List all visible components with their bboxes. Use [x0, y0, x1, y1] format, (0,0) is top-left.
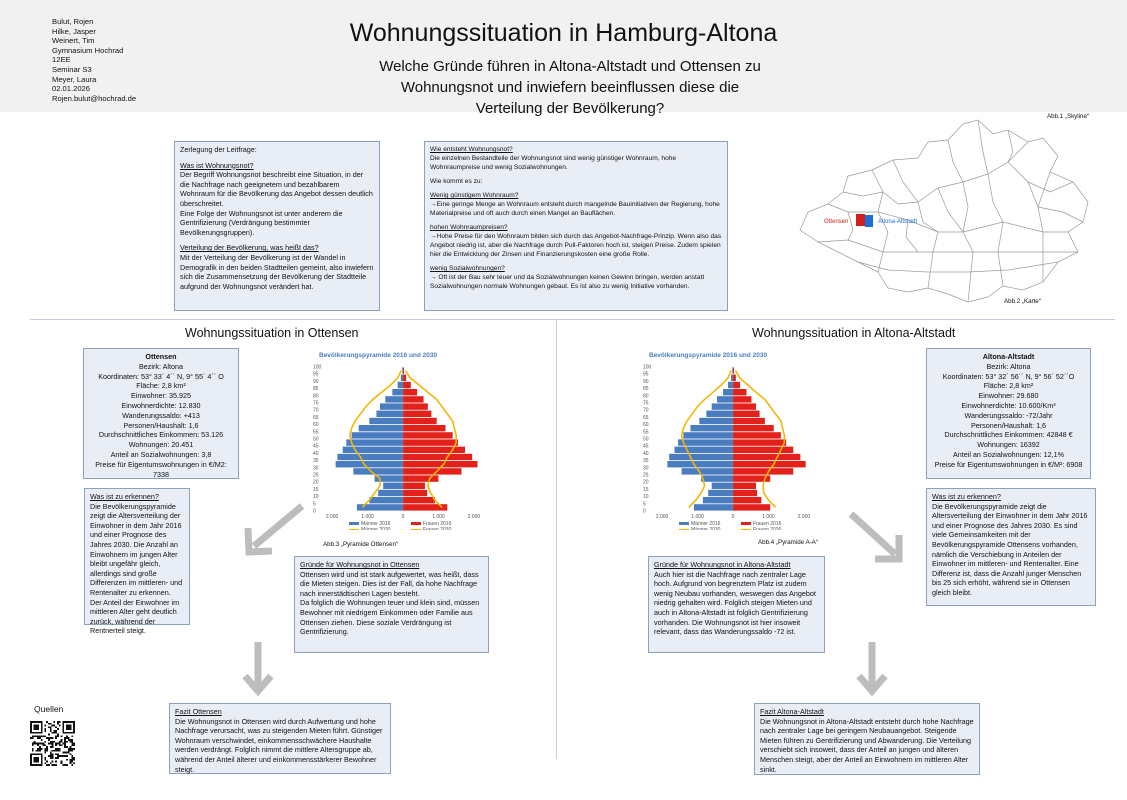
author-line: Seminar S3 [52, 64, 92, 74]
leitfrage-question-1: Was ist Wohnungsnot? [180, 160, 254, 170]
ottensen-stats-box [83, 348, 239, 479]
bar-maenner-2016 [675, 447, 734, 453]
legend-swatch [349, 522, 359, 525]
bar-frauen-2016 [733, 367, 734, 373]
age-tick-label: 100 [313, 364, 322, 371]
legend-label: Männer 2016 [691, 521, 721, 527]
stats-line: Wanderungssaldo: -72/Jahr [964, 410, 1053, 420]
arrow-icon [847, 510, 907, 566]
bar-maenner-2016 [401, 375, 403, 381]
leitfrage-box [174, 141, 380, 311]
age-tick-label: 55 [643, 429, 649, 436]
subtitle-line: Verteilung der Bevölkerung? [475, 100, 665, 117]
bar-frauen-2016 [403, 411, 431, 417]
bar-maenner-2016 [359, 425, 403, 431]
author-line: Bulut, Rojen [52, 17, 94, 26]
bar-maenner-2016 [385, 396, 403, 402]
legend-swatch [741, 522, 751, 525]
author-line: Gymnasium Hochrad [52, 45, 124, 55]
age-tick-label: 70 [313, 407, 319, 414]
x-tick-label: 2.000 [655, 514, 669, 520]
age-tick-label: 20 [643, 479, 649, 486]
age-tick-label: 10 [643, 494, 649, 501]
bar-maenner-2016 [690, 425, 733, 431]
fig2-caption: Abb.2 „Karte“ [1004, 298, 1041, 305]
entstehung-text-3: → Oft ist der Bau sehr teuer und da Sozialwohnungen keinen Gewinn bringen, werden anstatt Sozialwohnungen normale Wohnungen gebaut. Es ist also zu wenig Initiative vorhanden. [430, 274, 705, 290]
ottensen-erkennen-text: Die Bevölkerungspyramide zeigt die Altersverteilung der Einwohner in dem Jahr 2016 und einer Prognose des Jahres 2030. Die Anzahl an Einwohnern im jungen Alter bleibt ungefähr gleich, allerdings sind große Differenzen im mittleren- und Rentenalter zu erkennen. Der Anteil der Einwohner im mittleren Alter geht deutlich zurück, während der Rentnerteil steigt. [90, 501, 183, 636]
bar-frauen-2016 [733, 483, 756, 489]
age-tick-label: 50 [643, 436, 649, 443]
legend-swatch [411, 522, 421, 525]
stats-line: Einwohnerdichte: 12.830 [121, 400, 201, 410]
ottensen-pyramid-chart [311, 345, 496, 530]
legend-label: Frauen 2016 [423, 521, 452, 527]
age-tick-label: 95 [313, 371, 319, 378]
entstehung-intro: Die einzelnen Bestandteile der Wohnungsnot sind wenig günstiger Wohnraum, hohe Wohnraumpreise und wenig Sozialwohnungen. [430, 155, 677, 171]
altstadt-gruende-text: Auch hier ist die Nachfrage nach zentraler Lage hoch. Aufgrund von begrenztem Platz ist zudem wenig Neubau vorhanden, weswegen das Angebot niedrig gehalten wird. Folglich steigen Mieten und auch in Altona-Altstadt ist folglich Gentrifizierung vorhanden. Die Wohnungsnot ist hier insoweit relevant, dass das Wanderungssaldo -72 ist. [654, 569, 816, 637]
stats-line: Preise für Eigentumswohnungen in €/M²: 6908 [934, 459, 1083, 469]
bar-frauen-2016 [733, 432, 781, 438]
x-tick-label: 1.000 [762, 514, 775, 520]
legend-swatch [679, 522, 689, 525]
entstehung-question: Wie entsteht Wohnungsnot? [430, 146, 513, 153]
bar-maenner-2016 [703, 497, 733, 503]
x-tick-label: 0 [731, 514, 735, 520]
legend-label: Frauen 2030 [753, 527, 782, 530]
entstehung-heading-3: wenig Sozialwohnungen? [430, 265, 505, 272]
entstehung-box [424, 141, 728, 311]
bar-maenner-2016 [380, 403, 403, 409]
bar-frauen-2016 [403, 475, 438, 481]
legend-label: Männer 2016 [361, 521, 391, 527]
arrow-icon [240, 502, 306, 558]
x-tick-label: 1.000 [361, 514, 374, 520]
bar-maenner-2016 [369, 497, 403, 503]
bar-maenner-2016 [682, 468, 733, 474]
stats-line: Anteil an Sozialwohnungen: 3,8 [110, 449, 212, 459]
author-line: Rojen.bulut@hochrad.de [52, 93, 137, 103]
age-tick-label: 30 [643, 465, 649, 472]
bar-maenner-2016 [728, 382, 733, 388]
author-line: 02.01.2026 [52, 84, 91, 94]
age-tick-label: 30 [313, 465, 319, 472]
pyramid-title: Bevölkerungspyramide 2016 und 2030 [319, 352, 438, 359]
age-tick-label: 40 [313, 450, 319, 457]
bar-frauen-2016 [403, 461, 477, 467]
ottensen-gruende-title: Gründe für Wohnungsnot in Ottensen [300, 560, 420, 569]
bar-frauen-2016 [403, 382, 411, 388]
age-tick-label: 80 [313, 393, 319, 400]
poster-title: Wohnungssituation in Hamburg-Altona [349, 19, 778, 47]
age-tick-label: 95 [643, 371, 649, 378]
bar-frauen-2016 [733, 461, 806, 467]
ottensen-gruende-box [294, 556, 489, 653]
map-altstadt-area [865, 215, 873, 227]
bar-maenner-2016 [369, 418, 403, 424]
bar-frauen-2016 [403, 447, 465, 453]
entstehung-text-1: →Eine geringe Menge an Wohnraum entsteht durch mangelnde Bauinitiativen der Regierung, hohe Materialpreise und oft auch durch einen Mangel an Bauflächen. [430, 201, 720, 217]
x-tick-label: 2.000 [325, 514, 339, 520]
bar-frauen-2016 [403, 454, 472, 460]
stats-line: Personen/Haushalt: 1,6 [970, 420, 1047, 430]
bar-maenner-2016 [352, 432, 403, 438]
author-line: Weinert, Tim [52, 36, 95, 46]
altstadt-fig-caption: Abb.4 „Pyramide A-A“ [758, 539, 818, 546]
bar-frauen-2016 [403, 396, 424, 402]
leitfrage-intro: Zerlegung der Leitfrage: [180, 145, 257, 154]
stats-line: Bezirk: Altona [986, 361, 1031, 371]
age-tick-label: 25 [643, 472, 649, 479]
bar-frauen-2016 [733, 468, 793, 474]
legend-label: Männer 2030 [691, 527, 721, 530]
bar-maenner-2016 [731, 375, 733, 381]
bar-frauen-2016 [403, 439, 458, 445]
bar-frauen-2016 [733, 375, 736, 381]
legend-label: Männer 2030 [361, 527, 391, 530]
entstehung-heading-2: hohen Wohnraumpreisen? [430, 224, 508, 231]
bar-frauen-2016 [403, 418, 437, 424]
bar-frauen-2016 [403, 403, 428, 409]
stats-line: Koordinaten: 53° 33´ 4´´ N, 9° 55´ 4´´ O [98, 371, 224, 381]
author-line: 12EE [52, 55, 71, 65]
bar-frauen-2016 [733, 439, 786, 445]
age-tick-label: 75 [643, 400, 649, 407]
bar-maenner-2016 [678, 439, 733, 445]
entstehung-text-2: →Hohe Preise für den Wohnraum bilden sich durch das Angebot-Nachfrage-Prinzip. Wenn also das Angebot niedrig ist, aber die Nachfrage durch Pull-Faktoren hoch ist, steigen Preise. Zudem spielen hier die Entwicklung der Zinsen und Finanzierungskosten eine große Rolle. [430, 233, 722, 258]
age-tick-label: 0 [643, 508, 646, 515]
age-tick-label: 0 [313, 508, 316, 515]
bar-frauen-2016 [733, 382, 740, 388]
ottensen-fazit-text: Die Wohnungsnot in Ottensen wird durch Aufwertung und hohe Nachfrage verursacht, was zu steigenden Mieten führt. Günstiger Wohnraum verschwindet, einkommensschwächere Haushalte werden verdrängt. Folglich nimmt die mittlere Altersgruppe ab, während der Anteil älterer und einkommensstärkerer Bewohner steigt. [175, 716, 383, 774]
stats-line: Bezirk: Altona [139, 361, 183, 371]
legend-label: Frauen 2016 [753, 521, 782, 527]
bar-maenner-2016 [376, 411, 403, 417]
age-tick-label: 40 [643, 450, 649, 457]
bar-maenner-2016 [383, 483, 403, 489]
altstadt-stats-box [926, 348, 1091, 479]
age-tick-label: 65 [313, 414, 319, 421]
bar-frauen-2016 [733, 454, 800, 460]
ottensen-erkennen-title: Was ist zu erkennen? [90, 492, 159, 501]
age-tick-label: 15 [313, 486, 319, 493]
age-tick-label: 35 [313, 458, 319, 465]
vertical-divider [556, 319, 557, 759]
qr-code-icon[interactable] [30, 721, 75, 766]
entstehung-heading-1: Wenig günstigem Wohnraum? [430, 192, 519, 199]
stats-line: Einwohner: 29.680 [978, 391, 1039, 401]
bar-frauen-2016 [733, 389, 746, 395]
fig1-caption: Abb.1 „Skyline“ [1047, 113, 1089, 120]
stats-line: Personen/Haushalt: 1,6 [123, 420, 199, 430]
age-tick-label: 20 [313, 479, 319, 486]
bar-frauen-2016 [403, 389, 417, 395]
bar-maenner-2016 [712, 483, 733, 489]
altstadt-section-title: Wohnungssituation in Altona-Altstadt [752, 326, 956, 340]
bar-maenner-2016 [723, 389, 733, 395]
bar-maenner-2016 [392, 389, 403, 395]
bar-maenner-2016 [694, 504, 733, 510]
bar-maenner-2016 [337, 454, 403, 460]
stats-line: Preise für Eigentumswohnungen in €/M2: 7338 [95, 459, 227, 479]
ottensen-gruende-text: Ottensen wird und ist stark aufgewertet, was heißt, dass die Mieten steigen. Dies ist der Fall, da hohe Nachfrage nach innerstädtischen Lagen besteht. [300, 569, 479, 598]
stats-heading: Altona-Altstadt [982, 352, 1035, 361]
author-line: Hilke, Jasper [52, 26, 96, 36]
bar-frauen-2016 [403, 375, 406, 381]
age-tick-label: 5 [643, 501, 646, 508]
research-question [300, 56, 840, 119]
age-tick-label: 35 [643, 458, 649, 465]
stats-line: Fläche: 2,8 km² [136, 381, 186, 391]
ottensen-section-title: Wohnungssituation in Ottensen [185, 326, 359, 340]
stats-line: Durchschnittliches Einkommen: 53.126 [98, 430, 224, 440]
age-tick-label: 80 [643, 393, 649, 400]
bar-frauen-2016 [403, 483, 425, 489]
map-label-ottensen: Ottensen [824, 219, 849, 225]
bar-frauen-2016 [403, 497, 435, 503]
bar-frauen-2016 [403, 490, 427, 496]
age-tick-label: 75 [313, 400, 319, 407]
age-tick-label: 45 [313, 443, 319, 450]
bar-maenner-2016 [336, 461, 403, 467]
stats-line: Fläche: 2,8 km² [983, 381, 1034, 391]
ottensen-fazit-title: Fazit Ottensen [175, 707, 222, 716]
altstadt-fazit-box [754, 703, 980, 775]
bar-frauen-2016 [733, 411, 760, 417]
bar-frauen-2016 [733, 425, 774, 431]
altstadt-erkennen-title: Was ist zu erkennen? [932, 492, 1001, 501]
altstadt-erkennen-box [926, 488, 1096, 606]
bar-frauen-2016 [733, 396, 751, 402]
x-tick-label: 1.000 [691, 514, 704, 520]
pyramid-title: Bevölkerungspyramide 2016 und 2030 [649, 352, 768, 359]
stats-line: Einwohner: 35.925 [131, 391, 191, 401]
bar-frauen-2016 [733, 447, 793, 453]
altstadt-gruende-box [648, 556, 825, 653]
bar-frauen-2016 [403, 432, 453, 438]
ottensen-gruende-text-2: Da folglich die Wohnungen teuer und klein sind, müssen Bewohner mit niedrigem Einkommen oder Familie aus Ottensen ziehen. Diese soziale Verdrängung ist Gentrifizierung. [300, 598, 480, 637]
bar-maenner-2016 [667, 461, 733, 467]
bar-maenner-2016 [717, 396, 733, 402]
bar-maenner-2016 [708, 490, 733, 496]
author-line: Meyer, Laura [52, 74, 97, 84]
age-tick-label: 100 [643, 364, 652, 371]
ottensen-fig-caption: Abb.3 „Pyramide Ottensen“ [323, 541, 398, 548]
altstadt-pyramid-chart [641, 345, 826, 530]
quellen-label: Quellen [34, 704, 64, 714]
altstadt-fazit-text: Die Wohnungsnot in Altona-Altstadt entsteht durch hohe Nachfrage nach zentraler Lage bei geringem Neubauangebot. Steigende Mieten führen zu Gentrifizierung und Abwanderung. Die Verteilung verschiebt sich insoweit, dass der Anteil an jungen und älteren Menschen steigt, aber der Anteil an Einwohnern im mittleren Alter sinkt. [760, 716, 974, 774]
stats-line: Koordinaten: 53° 32´ 56´´ N, 9° 56´ 52´´O [942, 371, 1075, 381]
bar-maenner-2016 [398, 382, 403, 388]
age-tick-label: 85 [313, 386, 319, 393]
bar-frauen-2016 [403, 425, 446, 431]
map-ottensen-area [856, 214, 865, 226]
stats-line: Durchschnittliches Einkommen: 42848 € [944, 430, 1073, 440]
entstehung-lead: Wie kommt es zu: [430, 178, 483, 185]
bar-frauen-2016 [733, 497, 761, 503]
age-tick-label: 60 [313, 422, 319, 429]
stats-heading: Ottensen [145, 352, 177, 361]
bar-maenner-2016 [712, 403, 733, 409]
age-tick-label: 50 [313, 436, 319, 443]
bar-maenner-2016 [378, 490, 403, 496]
subtitle-line: Welche Gründe führen in Altona-Altstadt und Ottensen zu [379, 58, 761, 75]
stats-line: Anteil an Sozialwohnungen: 12,1% [952, 449, 1065, 459]
age-tick-label: 85 [643, 386, 649, 393]
subtitle-line: Wohnungsnot und inwiefern beeinflussen diese die [400, 79, 740, 96]
stats-line: Wanderungssaldo: +413 [122, 410, 200, 420]
age-tick-label: 65 [643, 414, 649, 421]
age-tick-label: 90 [643, 378, 649, 385]
ottensen-erkennen-box [84, 488, 190, 636]
bar-maenner-2016 [353, 468, 403, 474]
bar-maenner-2016 [669, 454, 733, 460]
bar-maenner-2016 [701, 475, 733, 481]
altstadt-fazit-title: Fazit Altona-Altstadt [760, 707, 824, 716]
bar-frauen-2016 [403, 468, 462, 474]
ottensen-fazit-box [169, 703, 391, 774]
horizontal-divider [30, 319, 1115, 320]
map-label-altstadt: Altona-Altstadt [878, 219, 918, 225]
leitfrage-answer-2: Mit der Verteilung der Bevölkerung ist der Wandel in Demografik in den beiden Stadtteilen gemeint, also inwiefern sich die Zusammensetzung der Bevölkerung der Stadtteile aufgrund der Wohnungsnot verändert hat. [180, 252, 374, 291]
leitfrage-question-2: Verteilung der Bevölkerung, was heißt das? [180, 243, 319, 253]
age-tick-label: 60 [643, 422, 649, 429]
age-tick-label: 25 [313, 472, 319, 479]
bar-frauen-2016 [733, 490, 757, 496]
bar-frauen-2016 [403, 367, 404, 373]
x-tick-label: 2.000 [467, 514, 481, 520]
bar-maenner-2016 [706, 411, 733, 417]
bar-maenner-2016 [683, 432, 733, 438]
bar-frauen-2016 [733, 418, 765, 424]
age-tick-label: 55 [313, 429, 319, 436]
bar-maenner-2016 [343, 447, 403, 453]
age-tick-label: 90 [313, 378, 319, 385]
arrow-icon [856, 640, 888, 696]
age-tick-label: 5 [313, 501, 316, 508]
x-tick-label: 2.000 [797, 514, 811, 520]
x-tick-label: 0 [401, 514, 405, 520]
hamburg-map [788, 112, 1108, 312]
age-tick-label: 15 [643, 486, 649, 493]
stats-line: Einwohnerdichte: 10.600/Km³ [961, 400, 1056, 410]
age-tick-label: 45 [643, 443, 649, 450]
bar-frauen-2016 [733, 504, 770, 510]
altstadt-gruende-title: Gründe für Wohnungsnot in Altona-Altstadt [654, 560, 791, 569]
bar-frauen-2016 [733, 403, 756, 409]
altstadt-erkennen-text: Die Bevölkerungspyramide zeigt die Altersverteilung der Einwohner in dem Jahr 2016 und einer Prognose des Jahres 2030. Es sind viele Gemeinsamkeiten mit der Bevölkerungspyramide Ottensens vorhanden, nämlich die Verschiebung in Anteilen der Einwohner im mittleren- und Rentenalter. Eine Differenz ist, dass die Anzahl junger Menschen bis 25 sich erhöht, während sie in Ottensen gleich bleibt. [932, 501, 1088, 597]
age-tick-label: 70 [643, 407, 649, 414]
legend-label: Frauen 2030 [423, 527, 452, 530]
bar-maenner-2016 [346, 439, 403, 445]
arrow-icon [242, 640, 274, 696]
leitfrage-answer-1b: Eine Folge der Wohnungsnot ist unter anderem die Gentrifizierung (Verdrängung bestimmter Bevölkerungsgruppen). [180, 208, 343, 237]
age-tick-label: 10 [313, 494, 319, 501]
stats-line: Wohnungen: 20.451 [128, 440, 194, 450]
stats-line: Wohnungen: 16392 [977, 440, 1040, 450]
leitfrage-answer-1: Der Begriff Wohnungsnot beschreibt eine Situation, in der die Nachfrage nach geeignetem und bezahlbarem Wohnraum für die Bevölkerung das Angebot dessen deutlich überschreitet. [180, 170, 373, 208]
bar-maenner-2016 [699, 418, 733, 424]
x-tick-label: 1.000 [432, 514, 445, 520]
